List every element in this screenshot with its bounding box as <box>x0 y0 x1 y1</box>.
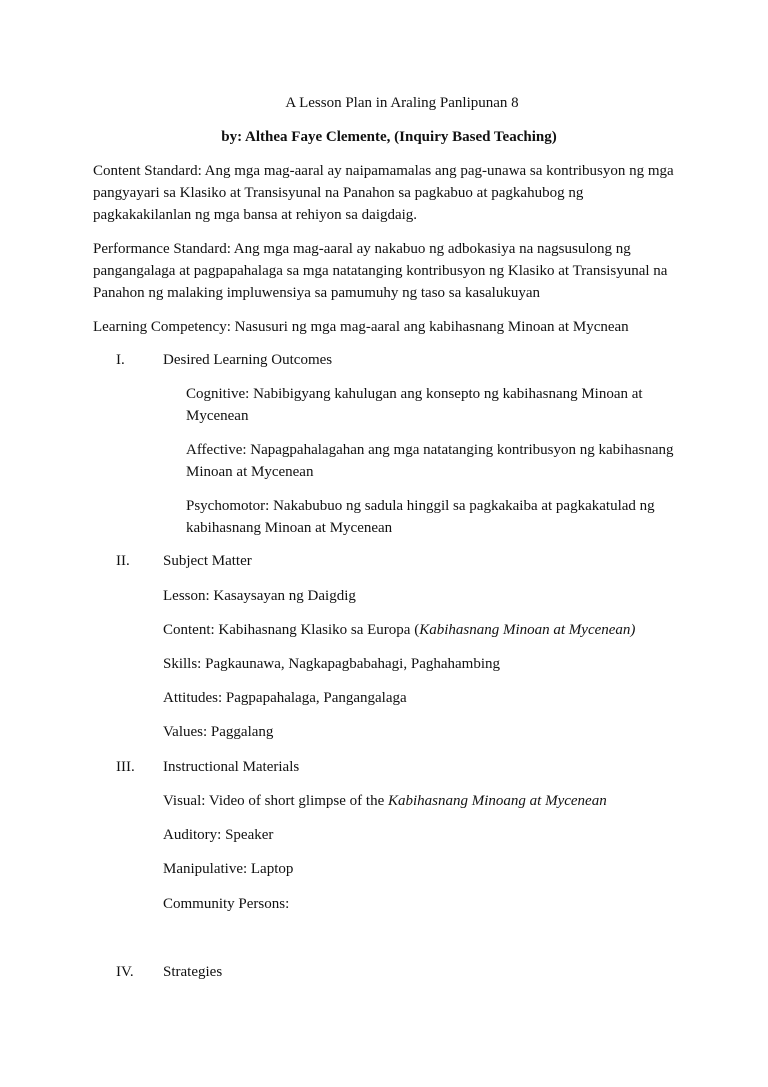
subject-content-text: Content: Kabihasnang Klasiko sa Europa ( <box>163 622 420 638</box>
material-community: Community Persons: <box>163 896 290 912</box>
subject-content-italic: Kabihasnang Minoan at Mycenean) <box>419 622 636 638</box>
material-auditory: Auditory: Speaker <box>163 827 274 843</box>
subject-content <box>163 619 635 641</box>
section-1-number: I. <box>116 352 125 368</box>
material-manipulative: Manipulative: Laptop <box>163 861 294 877</box>
subject-values: Values: Paggalang <box>163 724 274 740</box>
learning-competency: Learning Competency: Nasusuri ng mga mag-aaral ang kabihasnang Minoan at Mycnean <box>93 319 629 335</box>
section-3-title: Instructional Materials <box>163 759 300 775</box>
outcome-psychomotor: Psychomotor: Nakabubuo ng sadula hinggil sa pagkakaiba at pagkakatulad ng kabihasnang Minoan at Mycenean <box>186 498 655 536</box>
section-4-number: IV. <box>116 964 134 980</box>
outcome-affective: Affective: Napagpahalagahan ang mga natatanging kontribusyon ng kabihasnang Minoan at Mycenean <box>186 442 674 480</box>
performance-standard: Performance Standard: Ang mga mag-aaral ay nakabuo ng adbokasiya na nagsusulong ng pangangalaga at pagpapahalaga sa mga natatanging kontribusyon ng Klasiko at Transisyunal na Panahon ng malaking impluwensiya sa pamumuhy ng taso sa kasalukuyan <box>93 241 668 301</box>
outcome-cognitive: Cognitive: Nabibigyang kahulugan ang konsepto ng kabihasnang Minoan at Mycenean <box>186 386 643 424</box>
material-visual <box>163 790 607 812</box>
subject-skills: Skills: Pagkaunawa, Nagkapagbabahagi, Paghahambing <box>163 656 501 672</box>
subject-attitudes: Attitudes: Pagpapahalaga, Pangangalaga <box>163 690 407 706</box>
material-visual-text: Visual: Video of short glimpse of the <box>163 793 388 809</box>
content-standard: Content Standard: Ang mga mag-aaral ay naipamamalas ang pag-unawa sa kontribusyon ng mga pangyayari sa Klasiko at Transisyunal na Panahon sa pagkabuo at pagkahubog ng pagkakakilanlan ng mga bansa at rehiyon sa daigdaig. <box>93 163 674 223</box>
section-1-title: Desired Learning Outcomes <box>163 352 333 368</box>
section-4-title: Strategies <box>163 964 223 980</box>
document-title: A Lesson Plan in Araling Panlipunan 8 <box>285 95 519 111</box>
material-visual-italic: Kabihasnang Minoang at Mycenean <box>387 793 607 809</box>
subject-lesson: Lesson: Kasaysayan ng Daigdig <box>163 588 356 604</box>
section-2-title: Subject Matter <box>163 553 252 569</box>
section-2-number: II. <box>116 553 130 569</box>
section-3-number: III. <box>116 759 135 775</box>
author-byline: by: Althea Faye Clemente, (Inquiry Based Teaching) <box>221 129 557 145</box>
